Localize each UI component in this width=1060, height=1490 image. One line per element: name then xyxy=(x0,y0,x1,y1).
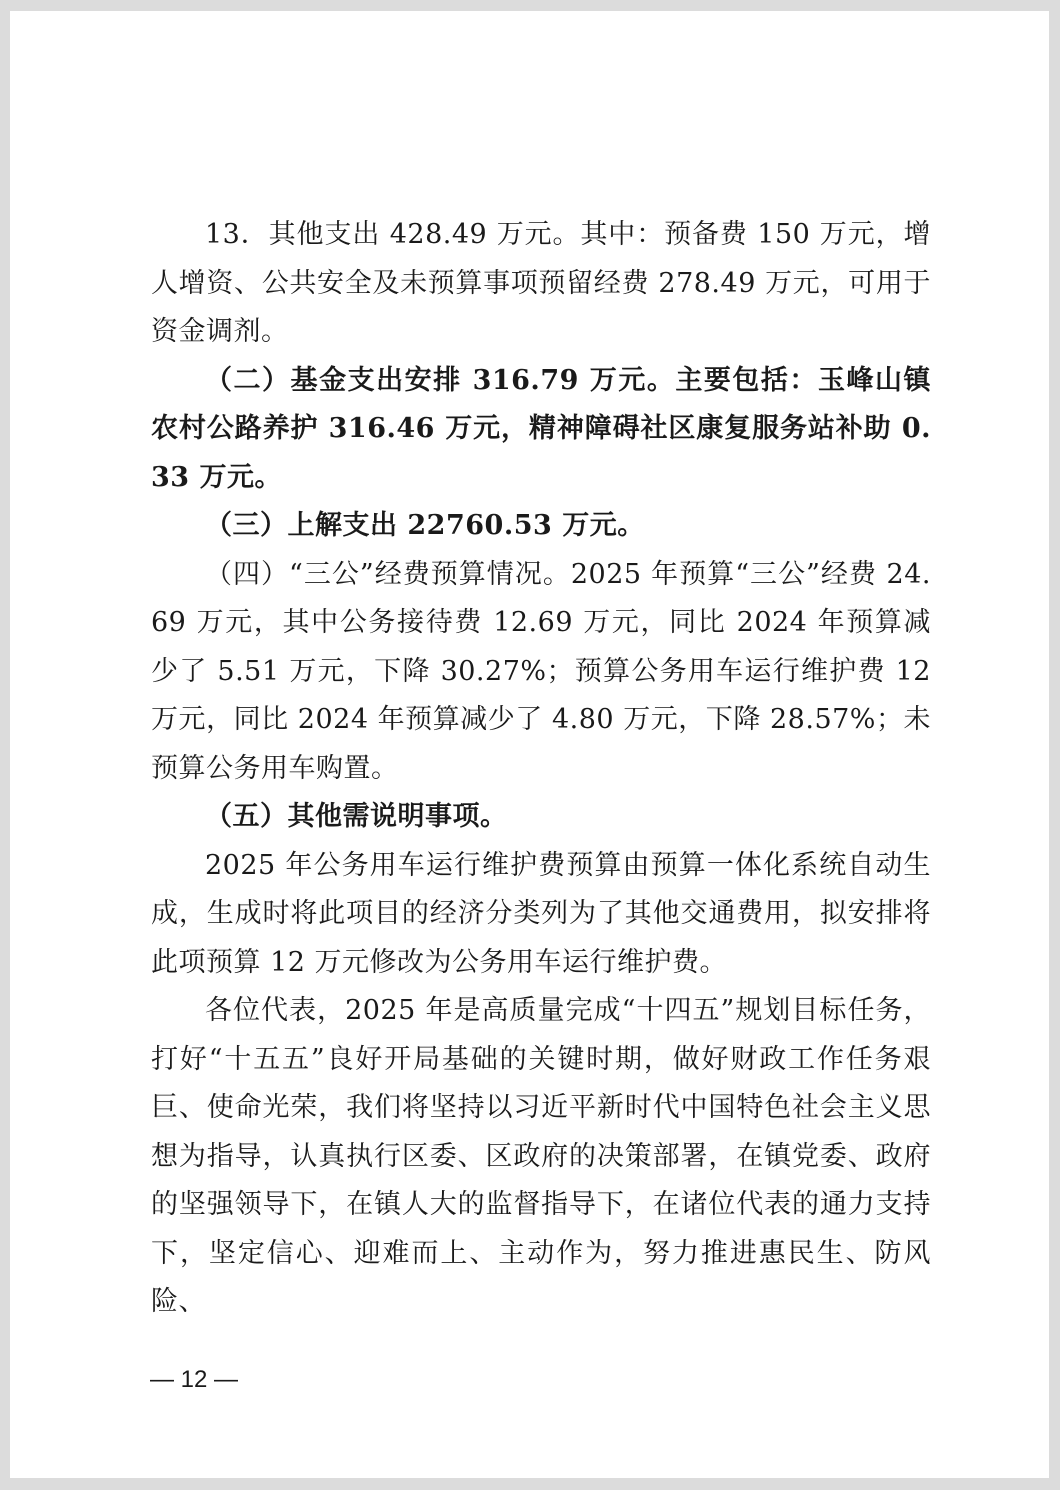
paragraph-closing-address: 各位代表，2025 年是高质量完成“十四五”规划目标任务，打好“十五五”良好开局基础的关键时期，做好财政工作任务艰巨、使命光荣，我们将坚持以习近平新时代中国特色社会主义思想为指导，认真执行区委、区政府的决策部署，在镇党委、政府的坚强领导下，在镇人大的监督指导下，在诸位代表的通力支持下，坚定信心、迎难而上、主动作为，努力推进惠民生、防风险、 xyxy=(151,995,931,1317)
paragraph-three-public-expenses: （四）“三公”经费预算情况。2025 年预算“三公”经费 24.69 万元，其中公务接待费 12.69 万元，同比 2024 年预算减少了 5.51 万元，下降 30.27%；预算公务用车运行维护费 12 万元，同比 2024 年预算减少了 4.80 万元，下降 28.57%；未预算公务用车购置。 xyxy=(151,558,931,784)
paragraph-remittance-expenditure: （三）上解支出 22760.53 万元。 xyxy=(205,510,645,541)
paragraph-vehicle-maintenance-note: 2025 年公务用车运行维护费预算由预算一体化系统自动生成，生成时将此项目的经济分类列为了其他交通费用，拟安排将此项预算 12 万元修改为公务用车运行维护费。 xyxy=(151,849,931,978)
page-number: — 12 — xyxy=(150,1366,239,1393)
document-body xyxy=(151,211,931,1327)
document-page xyxy=(10,11,1049,1478)
paragraph-fund-expenditure: （二）基金支出安排 316.79 万元。主要包括：玉峰山镇农村公路养护 316.46 万元，精神障碍社区康复服务站补助 0.33 万元。 xyxy=(151,364,931,493)
paragraph-other-expenditure: 13．其他支出 428.49 万元。其中：预备费 150 万元，增人增资、公共安全及未预算事项预留经费 278.49 万元，可用于资金调剂。 xyxy=(151,219,931,347)
paragraph-other-matters-heading: （五）其他需说明事项。 xyxy=(205,801,508,832)
